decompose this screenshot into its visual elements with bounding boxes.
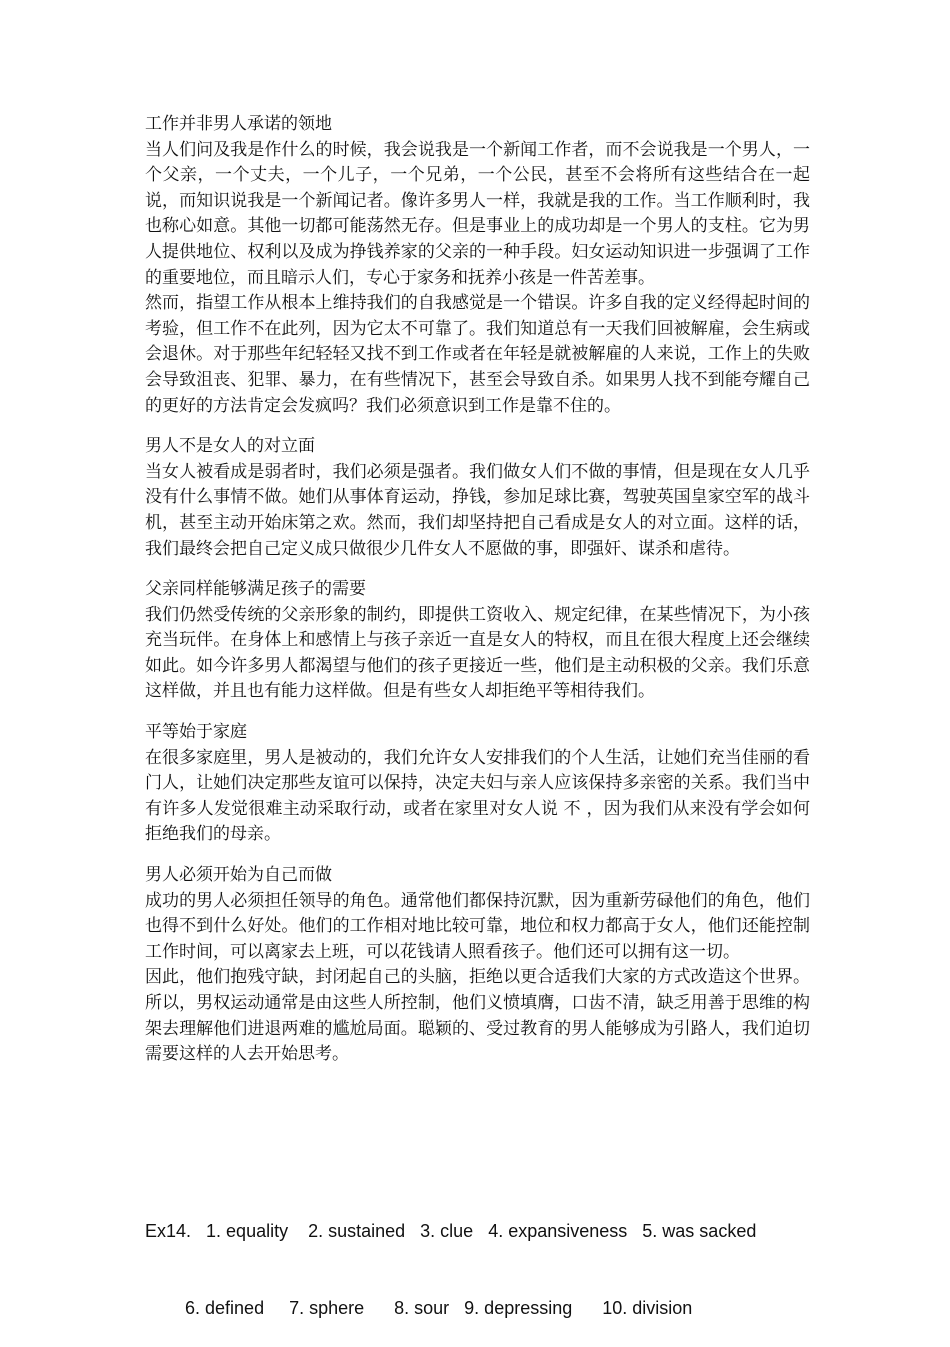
paragraph: 我们仍然受传统的父亲形象的制约，即提供工资收入、规定纪律，在某些情况下，为小孩充当玩伴。在身体上和感情上与孩子亲近一直是女人的特权，而且在很大程度上还会继续如此。如今许多男人都渴望与他们的孩子更接近一些，他们是主动积极的父亲。我们乐意这样做，并且也有能力这样做。但是有些女人却拒绝平等相待我们。	[145, 604, 810, 702]
section-heading: 父亲同样能够满足孩子的需要	[145, 579, 366, 600]
document-body	[145, 112, 810, 1068]
section-heading: 工作并非男人承诺的领地	[145, 114, 332, 134]
paragraph: 当人们问及我是作什么的时候，我会说我是一个新闻工作者，而不会说我是一个男人，一个父亲，一个丈夫，一个儿子，一个兄弟，一个公民，甚至不会将所有这些结合在一起说，而知识说我是一个新闻记者。像许多男人一样，我就是我的工作。当工作顺利时，我也称心如意。其他一切都可能荡然无存。但是事业上的成功却是一个男人的支柱。它为男人提供地位、权利以及成为挣钱养家的父亲的一种手段。妇女运动知识进一步强调了工作的重要地位，而且暗示人们，专心于家务和抚养小孩是一件苦差事。	[145, 139, 810, 288]
paragraph: 因此，他们抱残守缺，封闭起自己的头脑，拒绝以更合适我们大家的方式改造这个世界。所以，男权运动通常是由这些人所控制，他们义愤填膺，口齿不清，缺乏用善于思维的构架去理解他们进退两难的尴尬局面。聪颖的、受过教育的男人能够成为引路人，我们迫切需要这样的人去开始思考。	[145, 967, 810, 1065]
exercise-answers	[145, 1168, 845, 1347]
section-heading: 男人必须开始为自己而做	[145, 865, 332, 886]
section-equality	[145, 720, 810, 848]
section-heading: 男人不是女人的对立面	[145, 436, 315, 457]
exercise-line-2: 6. defined 7. sphere 8. sour 9. depressing 10. division	[145, 1297, 693, 1318]
section-for-themselves	[145, 863, 810, 1068]
section-opposite	[145, 434, 810, 562]
paragraph: 然而，指望工作从根本上维持我们的自我感觉是一个错误。许多自我的定义经得起时间的考验，但工作不在此列，因为它太不可靠了。我们知道总有一天我们回被解雇，会生病或会退休。对于那些年纪轻轻又找不到工作或者在年轻是就被解雇的人来说，工作上的失败会导致沮丧、犯罪、暴力，在有些情况下，甚至会导致自杀。如果男人找不到能夸耀自己的更好的方法肯定会发疯吗？我们必须意识到工作是靠不住的。	[145, 293, 810, 416]
paragraph: 在很多家庭里，男人是被动的，我们允许女人安排我们的个人生活，让她们充当佳丽的看门人，让她们决定那些友谊可以保持，决定夫妇与亲人应该保持多亲密的关系。我们当中有许多人发觉很难主动采取行动，或者在家里对女人说 不 ，因为我们从来没有学会如何拒绝我们的母亲。	[145, 747, 810, 845]
exercise-line-1: Ex14. 1. equality 2. sustained 3. clue 4. expansiveness 5. was sacked	[145, 1221, 757, 1242]
section-heading: 平等始于家庭	[145, 722, 247, 743]
paragraph: 当女人被看成是弱者时，我们必须是强者。我们做女人们不做的事情，但是现在女人几乎没有什么事情不做。她们从事体育运动，挣钱，参加足球比赛，驾驶英国皇家空军的战斗机，甚至主动开始床第之欢。然而，我们却坚持把自己看成是女人的对立面。这样的话，我们最终会把自己定义成只做很少几件女人不愿做的事，即强奸、谋杀和虐待。	[145, 461, 810, 559]
section-work	[145, 112, 810, 419]
section-fathers	[145, 577, 810, 705]
paragraph: 成功的男人必须担任领导的角色。通常他们都保持沉默，因为重新劳碌他们的角色，他们也得不到什么好处。他们的工作相对地比较可靠，地位和权力都高于女人，他们还能控制工作时间，可以离家去上班，可以花钱请人照看孩子。他们还可以拥有这一切。	[145, 890, 810, 962]
